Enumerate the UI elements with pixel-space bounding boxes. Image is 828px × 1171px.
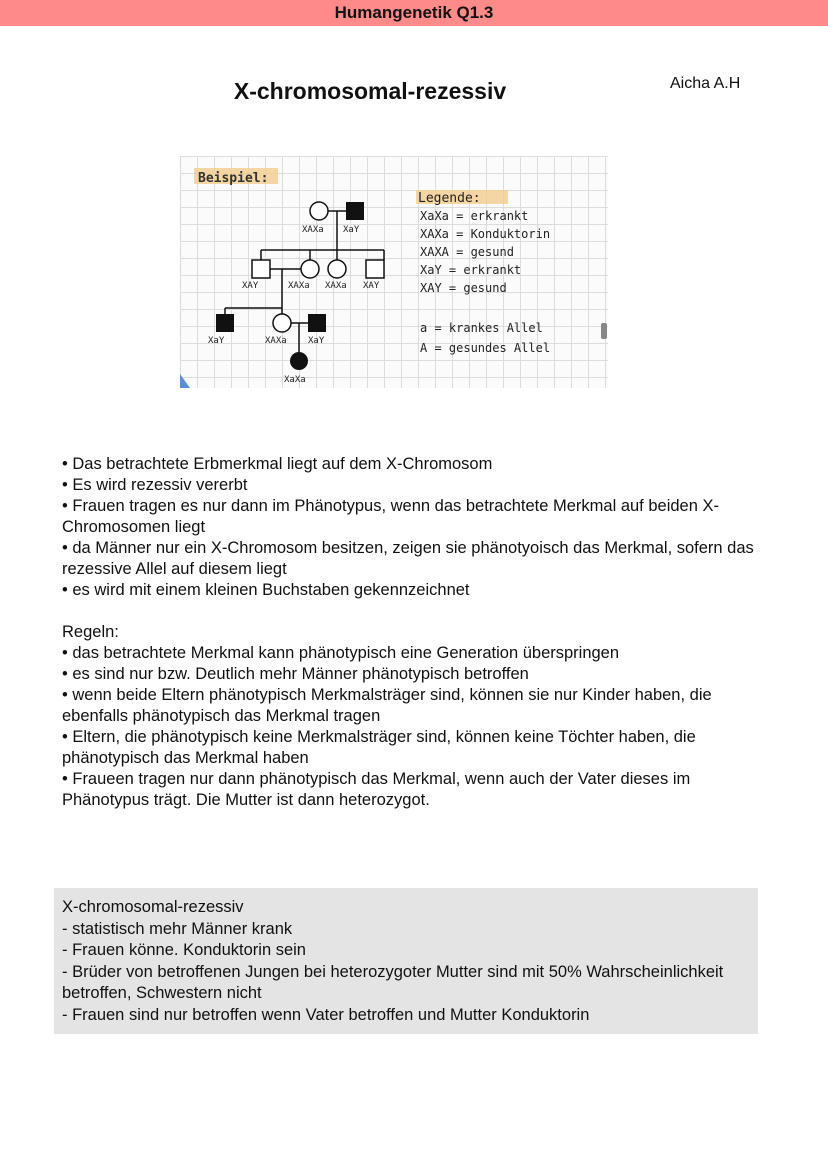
pedigree-figure bbox=[180, 156, 608, 388]
bullet-item: • Das betrachtete Erbmerkmal liegt auf dem X-Chromosom bbox=[62, 455, 493, 473]
g2-daughter1-genotype: XAXa bbox=[288, 281, 310, 291]
legend-line-1: XaXa = erkrankt bbox=[420, 209, 529, 223]
figure-corner-mark bbox=[180, 374, 190, 388]
g2-son-right-symbol bbox=[366, 260, 384, 278]
g1-mother-symbol bbox=[310, 202, 328, 220]
g3-son-symbol bbox=[216, 314, 234, 332]
g2-son-left-symbol bbox=[252, 260, 270, 278]
g2-daughter2-symbol bbox=[328, 260, 346, 278]
summary-line: - Frauen sind nur betroffen wenn Vater betroffen und Mutter Konduktorin bbox=[62, 1005, 590, 1024]
allele-line-2: A = gesundes Allel bbox=[420, 341, 551, 355]
g3-daughter-genotype: XAXa bbox=[265, 336, 287, 346]
legend-line-5: XAY = gesund bbox=[420, 281, 507, 295]
rule-item: • es sind nur bzw. Deutlich mehr Männer phänotypisch betroffen bbox=[62, 665, 529, 683]
g4-daughter-genotype: XaXa bbox=[284, 375, 306, 385]
summary-line: - Brüder von betroffenen Jungen bei heterozygoter Mutter sind mit 50% Wahrscheinlichkeit betroffen, Schwestern nicht bbox=[62, 962, 728, 1002]
bullet-item: • Frauen tragen es nur dann im Phänotypus, wenn das betrachtete Merkmal auf beiden X-Chromosomen liegt bbox=[62, 497, 719, 536]
g2-daughter2-genotype: XAXa bbox=[325, 281, 347, 291]
bullet-item: • es wird mit einem kleinen Buchstaben gekennzeichnet bbox=[62, 581, 470, 599]
summary-line: - statistisch mehr Männer krank bbox=[62, 919, 293, 938]
author-name: Aicha A.H bbox=[670, 75, 741, 92]
rules-heading: Regeln: bbox=[62, 623, 119, 641]
rules-section bbox=[62, 622, 772, 811]
g2-son-right-genotype: XAY bbox=[363, 281, 380, 291]
g3-daughter-symbol bbox=[273, 314, 291, 332]
bullet-item: • Es wird rezessiv vererbt bbox=[62, 476, 248, 494]
legend-line-4: XaY = erkrankt bbox=[420, 263, 522, 277]
figure-edge-mark bbox=[601, 323, 607, 339]
legend-title: Legende: bbox=[418, 191, 481, 206]
rule-item: • wenn beide Eltern phänotypisch Merkmalsträger sind, können sie nur Kinder haben, die ebenfalls phänotypisch das Merkmal tragen bbox=[62, 686, 717, 725]
g1-father-symbol bbox=[346, 202, 364, 220]
g2-son-left-genotype: XAY bbox=[242, 281, 259, 291]
rule-item: • Eltern, die phänotypisch keine Merkmalsträger sind, können keine Töchter haben, die phänotypisch das Merkmal haben bbox=[62, 728, 701, 767]
pedigree-chart bbox=[180, 156, 608, 388]
page-title: X-chromosomal-rezessiv bbox=[233, 78, 507, 104]
bullet-list bbox=[62, 454, 772, 601]
g1-father-genotype: XaY bbox=[343, 225, 360, 235]
summary-box bbox=[54, 888, 758, 1034]
allele-line-1: a = krankes Allel bbox=[420, 321, 543, 335]
legend-line-3: XAXA = gesund bbox=[420, 245, 514, 259]
g4-daughter-symbol bbox=[290, 352, 308, 370]
g3-husband-symbol bbox=[308, 314, 326, 332]
beispiel-label: Beispiel: bbox=[198, 171, 269, 186]
summary-line: X-chromosomal-rezessiv bbox=[62, 898, 244, 916]
g3-husband-genotype: XaY bbox=[308, 336, 325, 346]
g2-daughter1-symbol bbox=[301, 260, 319, 278]
g1-mother-genotype: XAXa bbox=[302, 225, 324, 235]
summary-line: - Frauen könne. Konduktorin sein bbox=[62, 941, 306, 959]
g3-son-genotype: XaY bbox=[208, 336, 225, 346]
rule-item: • das betrachtete Merkmal kann phänotypisch eine Generation überspringen bbox=[62, 644, 620, 662]
header-title: Humangenetik Q1.3 bbox=[334, 3, 494, 22]
header-bar bbox=[0, 0, 828, 26]
bullet-item: • da Männer nur ein X-Chromosom besitzen, zeigen sie phänotyoisch das Merkmal, sofern das rezessive Allel auf diesem liegt bbox=[62, 539, 759, 578]
legend-line-2: XAXa = Konduktorin bbox=[420, 227, 551, 241]
rule-item: • Fraueen tragen nur dann phänotypisch das Merkmal, wenn auch der Vater dieses im Phänotypus trägt. Die Mutter ist dann heterozygot. bbox=[62, 770, 695, 809]
